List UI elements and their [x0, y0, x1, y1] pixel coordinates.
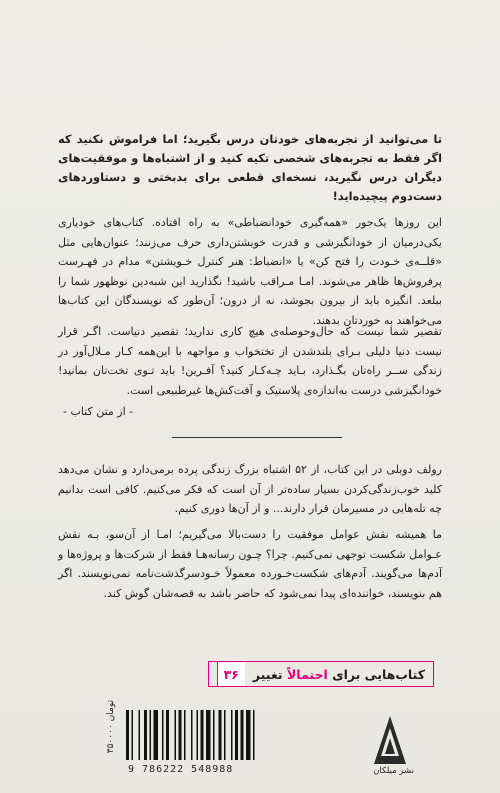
barcode-bar — [201, 710, 204, 760]
series-label-highlight: احتمالاً — [286, 666, 328, 682]
barcode-bar — [175, 710, 177, 760]
description-paragraph-2: ما همیشه نقش عوامل موفقیت را دست‌بالا می‌گیریم؛ امـا از آن‌سو، بـه نقش عـوامل شکست توجهی نمی‌کنیم. چرا؟ چـون رسانه‌هـا فقط از شرکت‌ها و پروژه‌ها و آدم‌ها می‌گویند. آدم‌های شکست‌خـورده معمولاً خـودسرگذشت‌نامه نمی‌نویسند. اگر هم بنویسند، خواننده‌ای پیدا نمی‌شود که حاضر باشد به قصه‌شان گوش کند. — [58, 528, 442, 600]
barcode-bar — [184, 710, 186, 760]
barcode-bar — [179, 710, 182, 760]
barcode-number: 9 786222 548988 — [128, 764, 234, 775]
barcode-icon — [118, 708, 318, 768]
barcode-bar — [154, 710, 159, 760]
series-label-prefix: کتاب‌هایی برای — [332, 666, 425, 682]
barcode-bar — [150, 710, 152, 760]
excerpt-paragraph-2: تقصیر شما نیست که حال‌وحوصله‌ی هیچ کاری ندارید؛ تقصیر دنیاست. اگـر قرار نیست دنیا دلیلی بـرای بلندشدن از تختخواب و مواجهه با این‌همه کـار مـلال‌آور در زندگی ســر راه‌تان بگـذارد، بـاید چـه‌کـار کنید؟ آفـرین! باید تـوی تخت‌تان بمانید! خودانگیزشی درست به‌اندازه‌ی پلاستیک و آفت‌کش‌ها غیرطبیعی است. — [58, 325, 442, 397]
series-label — [245, 667, 433, 682]
barcode-bar — [213, 710, 215, 760]
intro-paragraph: تا می‌توانید از تجربه‌های خودتان درس بگیرید؛ اما فراموش نکنید که اگر فقط به تجربه‌های شخصی تکیه کنید و از اشتباه‌ها و موفقیت‌های دیگران درس نگیرید، نسخه‌ای قطعی برای بدبختی و دستاوردهای دست‌دوم پیچیده‌اید! — [58, 132, 442, 203]
barcode-bar — [166, 710, 169, 760]
excerpt-source: - از متن کتاب - — [63, 405, 134, 418]
price-label: ۳۵۰۰۰۰ تومان — [106, 700, 116, 754]
barcode-bar — [231, 710, 233, 760]
publisher-logo-icon — [372, 714, 408, 766]
barcode-bar — [162, 710, 164, 760]
barcode-bar — [144, 710, 147, 760]
barcode-bar — [219, 710, 222, 760]
series-badge — [208, 661, 434, 687]
description-paragraph-1: رولف دوبلی در این کتاب، از ۵۲ اشتباه بزرگ زندگی پرده برمی‌دارد و نشان می‌دهد کلید خوب‌زندگی‌کردن بسیار ساده‌تر از آن است که فکر می‌کنیم. کافی است بدانیم چه تله‌هایی در مسیرمان قرار دارند... و از آن‌ها دوری کنیم. — [58, 463, 442, 515]
excerpt-paragraph-1: این روزها یک‌جور «همه‌گیری خودانضباطی» به راه افتاده. کتاب‌های خودیاری یکی‌درمیان از خودانگیزشی و قدرت خویشتن‌داری حرف می‌زنند؛ عنوان‌هایی مثل «قلــه‌ی خـودت را فتح کن» یا «انضباط: هنر کنترل خـویشتن» مدام در فهـرست پرفروش‌ها ظاهر می‌شوند. امـا مـراقب باشید! نگذارید این شبه‌دین نوظهور شما را ببلعد. انگیزه باید از بیرون بجوشد، نه از درون؛ آن‌طور که نویسندگان این کتاب‌ها می‌خواهند به خوردتان بدهند. — [58, 216, 442, 327]
barcode-bar — [126, 710, 129, 760]
barcode-bar — [206, 710, 211, 760]
section-divider — [172, 437, 342, 438]
barcode-bar — [235, 710, 238, 760]
barcode-bar — [132, 710, 134, 760]
barcode-bar — [224, 710, 226, 760]
barcode-bar — [246, 710, 251, 760]
barcode-bar — [241, 710, 244, 760]
barcode-bar — [197, 710, 199, 760]
publisher-name: نشر میلکان — [373, 766, 414, 776]
series-label-suffix: تغییر — [252, 666, 283, 682]
barcode-bar — [191, 710, 193, 760]
series-number: ۳۶ — [217, 662, 245, 686]
barcode-bar — [139, 710, 141, 760]
barcode-bar — [253, 710, 255, 760]
